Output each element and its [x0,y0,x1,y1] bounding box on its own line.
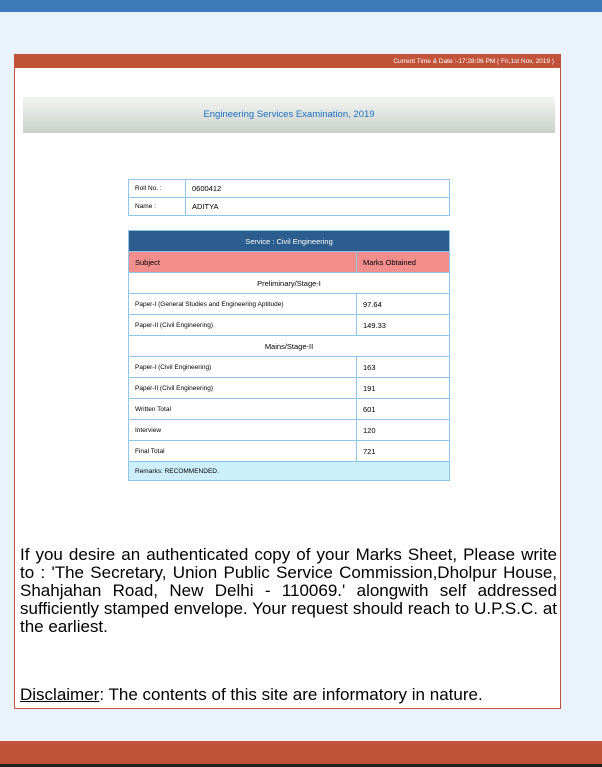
datetime-bar [15,55,560,68]
roll-label: Roll No. : [129,180,186,198]
disclaimer-label: Disclaimer [20,685,100,704]
candidate-info-table [128,179,450,216]
service-heading: Service : Civil Engineering [129,231,450,252]
column-header-row [129,252,450,273]
subject-cell: Paper-II (Civil Engineering) [129,315,357,336]
table-row [129,357,450,378]
roll-value: 0600412 [186,180,450,198]
stage-heading-mains: Mains/Stage-II [129,336,450,357]
subject-cell: Paper-I (General Studies and Engineering Aptitude) [129,294,357,315]
subject-cell: Interview [129,420,357,441]
marks-cell: 120 [357,420,450,441]
stage-row [129,336,450,357]
subject-column-header: Subject [129,252,357,273]
exam-title-banner [23,97,555,133]
name-label: Name : [129,198,186,216]
table-row [129,315,450,336]
marks-cell: 163 [357,357,450,378]
service-row [129,231,450,252]
name-value: ADITYA [186,198,450,216]
stage-heading-prelim: Preliminary/Stage-I [129,273,450,294]
disclaimer [20,686,557,704]
subject-cell: Paper-I (Civil Engineering) [129,357,357,378]
marks-cell: 191 [357,378,450,399]
marks-cell: 601 [357,399,450,420]
table-row [129,399,450,420]
table-row [129,294,450,315]
subject-cell: Written Total [129,399,357,420]
remarks-row [129,462,450,481]
marks-cell: 149.33 [357,315,450,336]
table-row [129,441,450,462]
marks-cell: 97.64 [357,294,450,315]
disclaimer-text: : The contents of this site are informatory in nature. [99,685,483,704]
marks-cell: 721 [357,441,450,462]
exam-title: Engineering Services Examination, 2019 [203,109,375,120]
name-row [129,198,450,216]
roll-row [129,180,450,198]
marks-column-header: Marks Obtained [357,252,450,273]
stage-row [129,273,450,294]
subject-cell: Paper-II (Civil Engineering) [129,378,357,399]
top-strip [0,0,602,12]
marks-table [128,230,450,481]
current-datetime: Current Time & Date :-17:28:06 PM ( Fri,1st Nov, 2019 ) [393,58,554,65]
table-row [129,378,450,399]
remarks-cell: Remarks: RECOMMENDED. [129,462,450,481]
subject-cell: Final Total [129,441,357,462]
table-row [129,420,450,441]
notice-paragraph: If you desire an authenticated copy of your Marks Sheet, Please write to : 'The Secretary, Union Public Service Commission,Dholpur House, Shahjahan Road, New Delhi - 110069.' alongwith self addressed sufficiently stamped envelope. Your request should reach to U.P.S.C. at the earliest. [20,545,557,636]
